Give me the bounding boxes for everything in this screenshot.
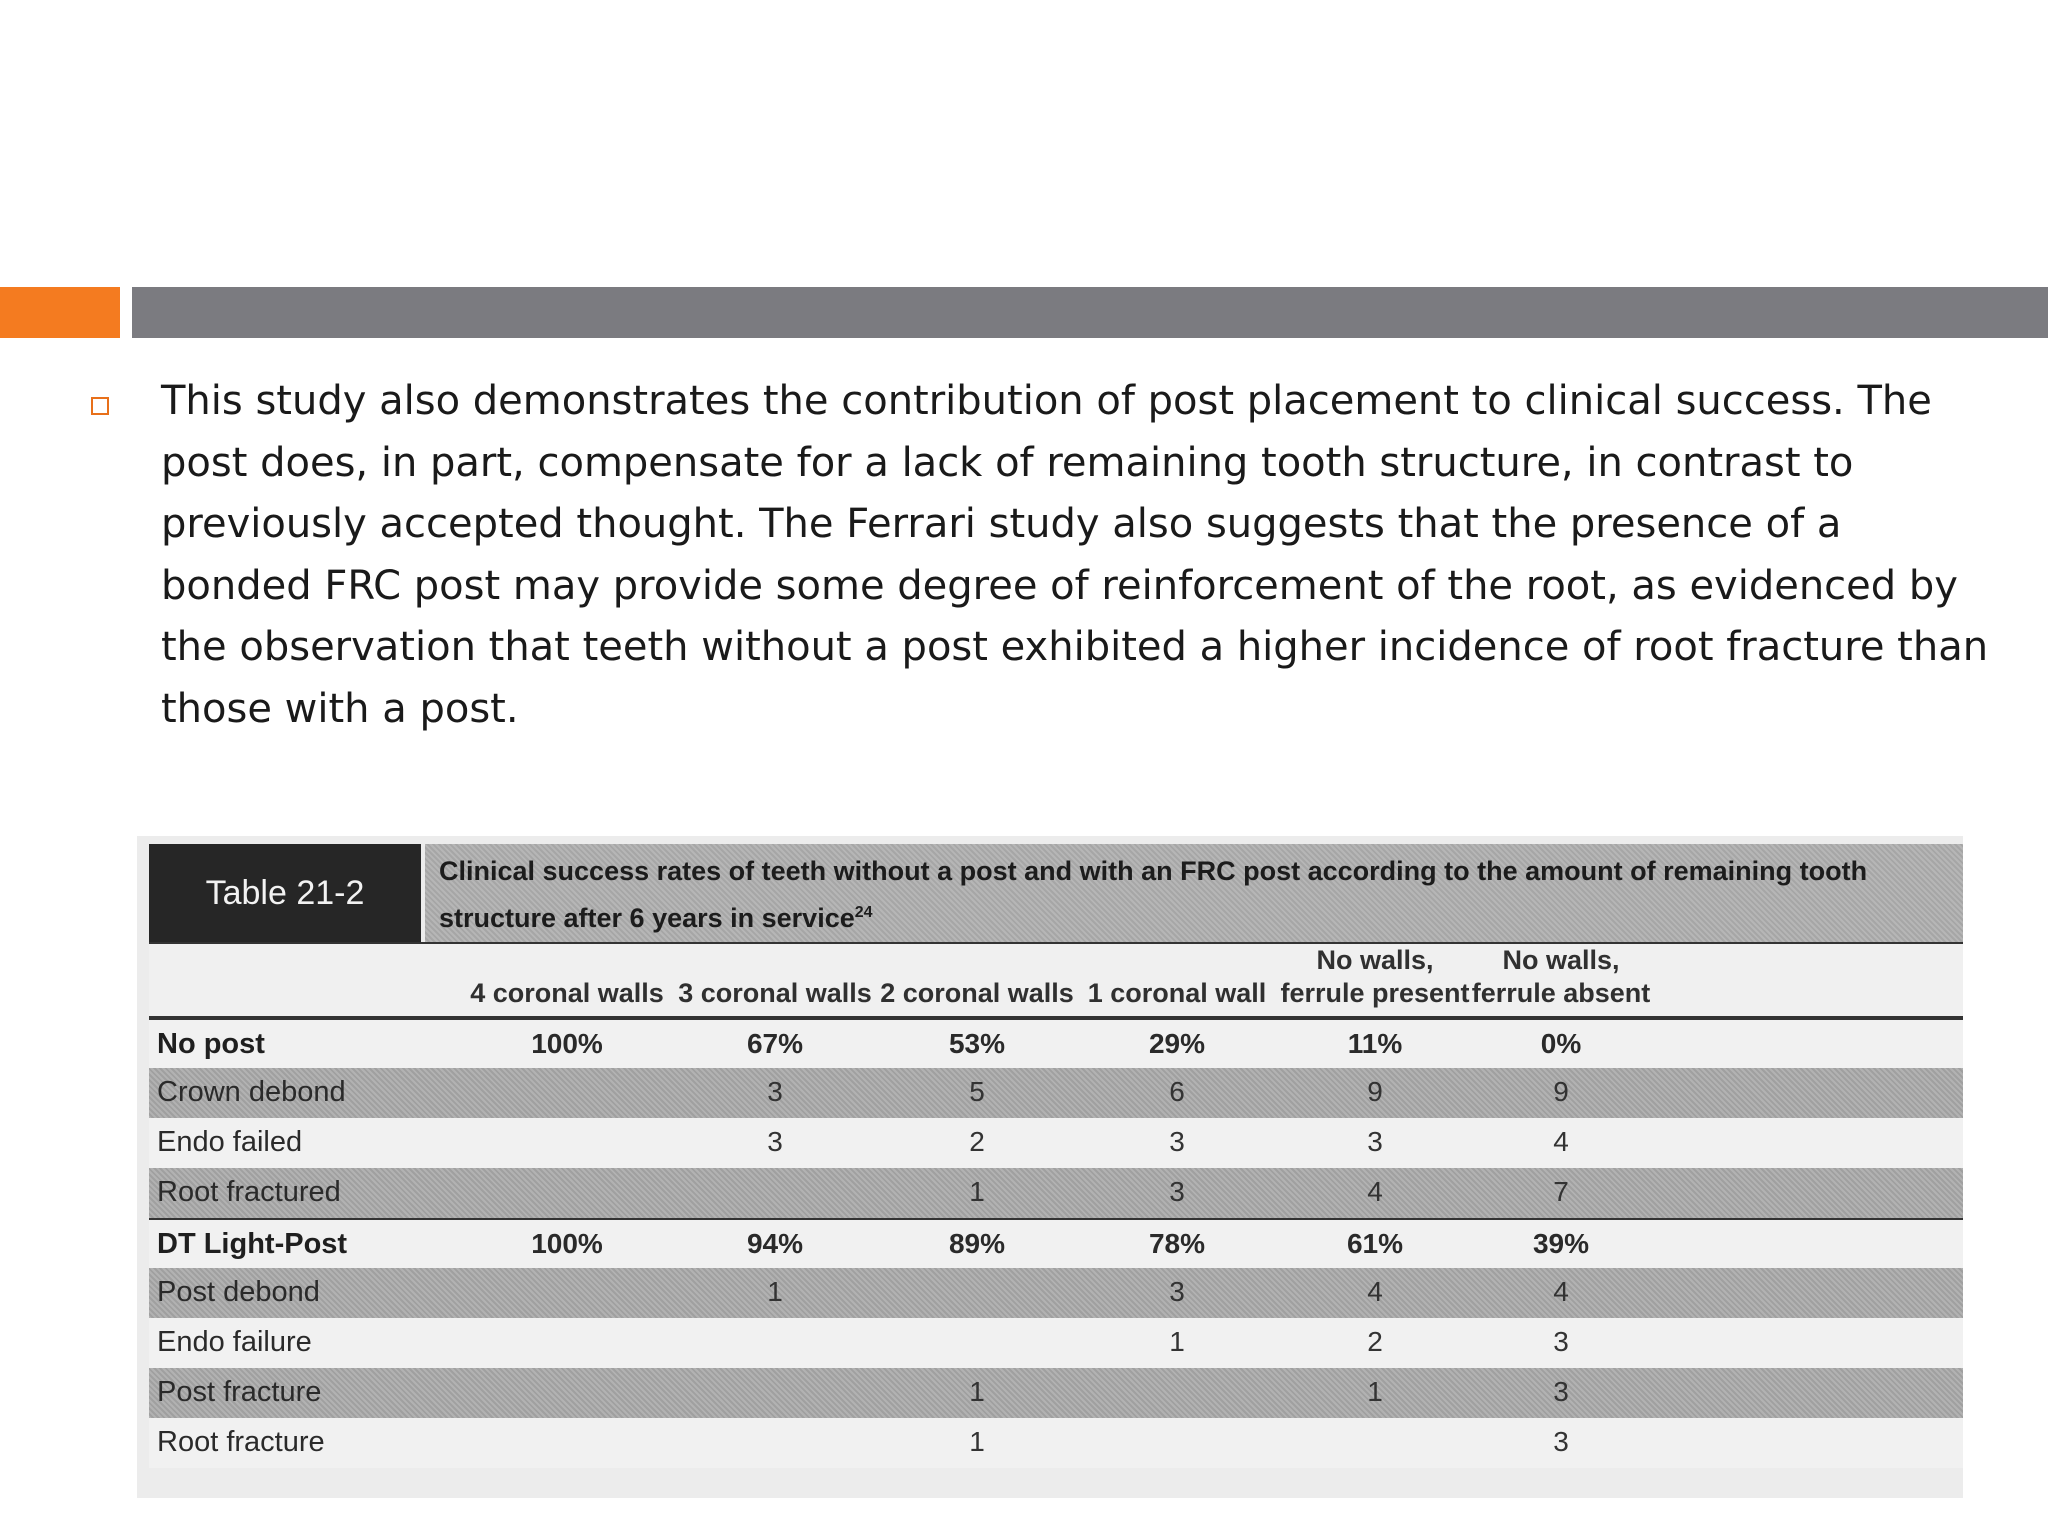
table-row xyxy=(149,1418,1963,1468)
table-cell: 1 xyxy=(1169,1326,1185,1357)
table-cell: 9 xyxy=(1367,1076,1383,1107)
table-cell: 3 xyxy=(1169,1176,1185,1207)
table-row xyxy=(149,1368,1963,1418)
table-cell: 11% xyxy=(1347,1028,1403,1059)
table-cell: 3 xyxy=(1367,1126,1383,1157)
table-cell: 1 xyxy=(767,1276,783,1307)
table-cell: 89% xyxy=(948,1228,1006,1259)
table-header-row xyxy=(149,942,1963,1018)
row-label: Crown debond xyxy=(157,1076,346,1108)
table-cell: 0% xyxy=(1540,1028,1582,1059)
table-cell: 4 xyxy=(1553,1126,1569,1157)
table-cell: 3 xyxy=(1553,1426,1569,1457)
table-cell: 1 xyxy=(969,1376,985,1407)
table-row xyxy=(149,1068,1963,1118)
column-header: 4 coronal walls xyxy=(470,978,664,1008)
table-cell: 7 xyxy=(1553,1176,1569,1207)
bullet-paragraph: This study also demonstrates the contribution of post placement to clinical success. The post does, in part, compensate for a lack of remaining tooth structure, in contrast to previously accepted thought. The Ferrari study also suggests that the presence of a bonded FRC post may provide some degree of reinforcement of the root, as evidenced by the observation that teeth without a post exhibited a higher incidence of root fracture than those with a post. xyxy=(161,378,1989,732)
table-row xyxy=(149,1268,1963,1318)
table-cell: 3 xyxy=(1169,1276,1185,1307)
table-cell: 4 xyxy=(1553,1276,1569,1307)
column-header: 3 coronal walls xyxy=(678,978,872,1008)
table-cell: 3 xyxy=(1553,1326,1569,1357)
table-cell: 4 xyxy=(1367,1276,1383,1307)
table-cell: 53% xyxy=(948,1028,1006,1059)
table-row xyxy=(149,1018,1963,1068)
table-cell: 61% xyxy=(1346,1228,1404,1259)
table-cell: 39% xyxy=(1532,1228,1590,1259)
table-row xyxy=(149,1168,1963,1218)
row-label: Post fracture xyxy=(157,1376,322,1408)
row-label: Post debond xyxy=(157,1276,320,1308)
row-label: DT Light-Post xyxy=(157,1228,348,1260)
table-row xyxy=(149,1318,1963,1368)
title-bar xyxy=(132,287,2048,338)
row-label: Endo failed xyxy=(157,1126,303,1158)
table-cell: 1 xyxy=(969,1176,985,1207)
table-caption-line2: structure after 6 years in service xyxy=(439,903,855,933)
table-cell: 4 xyxy=(1367,1176,1383,1207)
table-caption-reference: 24 xyxy=(854,904,873,921)
table-cell: 67% xyxy=(746,1028,804,1059)
table-cell: 1 xyxy=(1367,1376,1383,1407)
table-cell: 3 xyxy=(1169,1126,1185,1157)
table-row xyxy=(149,1118,1963,1168)
table-cell: 100% xyxy=(531,1228,603,1259)
table-caption xyxy=(425,844,1963,942)
column-header: 1 coronal wall xyxy=(1087,978,1267,1008)
table-cell: 94% xyxy=(746,1228,804,1259)
row-label: No post xyxy=(157,1028,265,1060)
row-label: Endo failure xyxy=(157,1326,312,1358)
table-cell: 9 xyxy=(1553,1076,1569,1107)
table-cell: 29% xyxy=(1148,1028,1206,1059)
table-cell: 2 xyxy=(969,1126,985,1157)
table-cell: 78% xyxy=(1148,1228,1206,1259)
table-number-label: Table 21-2 xyxy=(149,844,421,942)
table-cell: 3 xyxy=(1553,1376,1569,1407)
column-header: 2 coronal walls xyxy=(880,978,1074,1008)
column-header: No walls, ferrule absent xyxy=(1471,945,1651,1008)
column-header: No walls, ferrule present xyxy=(1280,945,1470,1008)
row-label: Root fractured xyxy=(157,1176,341,1208)
table-caption-line1: Clinical success rates of teeth without a post and with an FRC post according to the amount of remaining tooth xyxy=(439,856,1868,886)
table-cell: 3 xyxy=(767,1076,783,1107)
table-cell: 2 xyxy=(1367,1326,1383,1357)
square-bullet-icon xyxy=(91,397,109,415)
table-cell: 5 xyxy=(969,1076,985,1107)
table-row xyxy=(149,1218,1963,1268)
table-cell: 3 xyxy=(767,1126,783,1157)
table-image xyxy=(137,836,1963,1498)
table-cell: 6 xyxy=(1169,1076,1185,1107)
table-cell: 100% xyxy=(531,1028,603,1059)
row-label: Root fracture xyxy=(157,1426,325,1458)
accent-bar xyxy=(0,287,120,338)
table-cell: 1 xyxy=(969,1426,985,1457)
